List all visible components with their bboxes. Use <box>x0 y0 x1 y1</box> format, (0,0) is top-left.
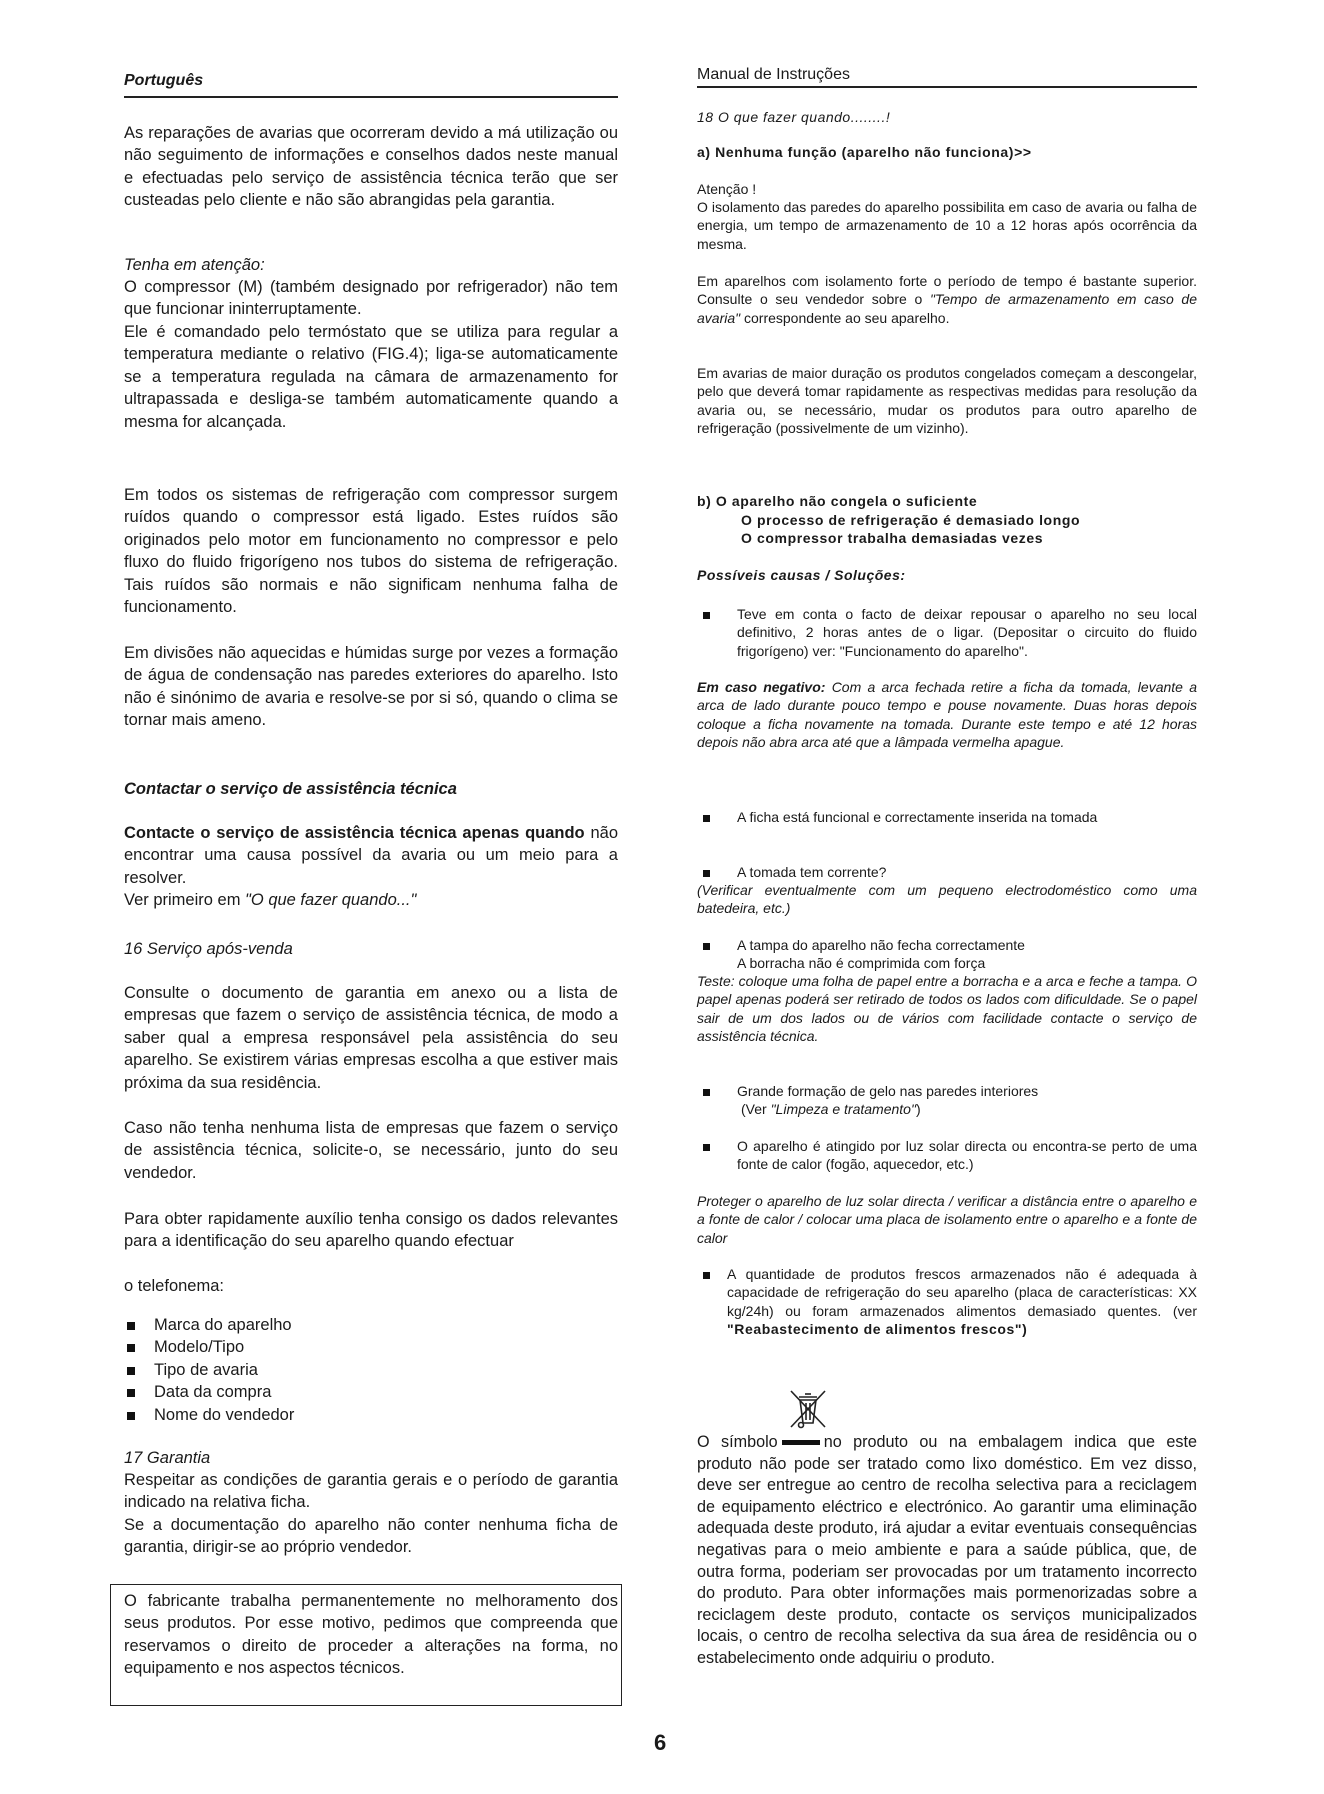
cleaning-ref-open: (Ver <box>741 1101 771 1117</box>
list-item: Modelo/Tipo <box>154 1338 245 1356</box>
cause-heat-source: O aparelho é atingido por luz solar directa ou encontra-se perto de uma fonte de calor (fogão, aquecedor, etc.) <box>737 1138 1197 1173</box>
negative-case-text: Com a arca fechada retire a ficha da tomada, levante a arca de lado durante pouco tempo e pouse novamente. Duas horas depois coloque a ficha novamente na tomada. Durante este tempo e até 12 horas depois não abra arca até que a lâmpada vermelha apague. <box>697 679 1197 750</box>
list-item: Data da compra <box>154 1383 272 1401</box>
paragraph-repairs: As reparações de avarias que ocorreram devido a má utilização ou não seguimento de informações e conselhos dados neste manual e efectuadas pelo serviço de assistência técnica terão que ser custeadas pelo cliente e não são abrangidas pela garantia. <box>124 124 618 210</box>
weee-disposal-paragraph <box>697 1432 1197 1670</box>
paragraph-insulation: O isolamento das paredes do aparelho possibilita em caso de avaria ou falha de energia, um tempo de armazenamento de 10 a 12 horas após ocorrência da mesma. <box>697 199 1197 252</box>
bullet-square-icon <box>703 1089 710 1096</box>
protect-from-heat: Proteger o aparelho de luz solar directa / verificar a distância entre o aparelho e a fonte de calor / colocar uma placa de isolamento entre o aparelho e a fonte de calor <box>697 1193 1197 1246</box>
paragraph-compressor: O compressor (M) (também designado por refrigerador) não tem que funcionar ininterruptamente. <box>124 278 618 319</box>
cleaning-reference <box>741 1100 1197 1118</box>
insulation-end: correspondente ao seu aparelho. <box>740 309 950 326</box>
bullet-square-icon <box>703 943 710 950</box>
cleaning-ref-close: ) <box>915 1101 921 1117</box>
contact-see-first: Ver primeiro em <box>124 891 246 910</box>
contact-rest: não encontrar uma causa possível da avaria ou um meio para a resolver. <box>124 824 618 887</box>
bullet-square-icon <box>703 1144 710 1151</box>
header-manual-title: Manual de Instruções <box>697 66 850 83</box>
storage-time-reference: "Tempo de armazenamento em caso de avaria" <box>697 291 1197 326</box>
attention-heading: Tenha em atenção: <box>124 256 265 274</box>
section-17-heading: 17 Garantia <box>124 1449 211 1467</box>
bullet-square-icon <box>127 1344 135 1352</box>
contact-bold: Contacte o serviço de assistência técnica apenas quando <box>124 824 585 842</box>
cause-plug: A ficha está funcional e correctamente inserida na tomada <box>737 809 1098 825</box>
bullet-square-icon <box>127 1389 135 1397</box>
list-item: Marca do aparelho <box>154 1316 292 1334</box>
bullet-square-icon <box>703 815 710 822</box>
cause-socket-check: (Verificar eventualmente com um pequeno electrodoméstico como uma batedeira, etc.) <box>697 882 1197 917</box>
header-language: Português <box>124 72 204 89</box>
paragraph-contact-service <box>124 822 618 912</box>
bullet-square-icon <box>703 1272 710 1279</box>
cleaning-ref-title: "Limpeza e tratamento" <box>770 1101 916 1117</box>
case-b-heading-3: O compressor trabalha demasiadas vezes <box>741 530 1044 546</box>
fresh-products-text: A quantidade de produtos frescos armazenados não é adequada à capacidade de refrigeração do seu aparelho (placa de características: XX kg/24h) ou foram armazenados alimentos demasiado quentes. (ver <box>727 1266 1197 1319</box>
list-item: Nome do vendedor <box>154 1406 295 1424</box>
case-a-heading: a) Nenhuma função (aparelho não funciona)>> <box>697 144 1032 160</box>
header-rule-left <box>124 96 618 98</box>
paragraph-warranty-conditions: Respeitar as condições de garantia gerais e o período de garantia indicado na relativa ficha. <box>124 1471 618 1512</box>
bullet-square-icon <box>127 1322 135 1330</box>
cause-gasket: A borracha não é comprimida com força <box>737 955 986 971</box>
bullet-square-icon <box>127 1412 135 1420</box>
paragraph-no-list: Caso não tenha nenhuma lista de empresas que fazem o serviço de assistência técnica, solicite-o, se necessário, junto do seu vendedor. <box>124 1119 618 1182</box>
cause-fresh-products <box>727 1265 1197 1338</box>
cause-socket: A tomada tem corrente? <box>737 864 887 880</box>
paragraph-identification: Para obter rapidamente auxílio tenha consigo os dados relevantes para a identificação do seu aparelho quando efectuar <box>124 1210 618 1251</box>
negative-case-instructions <box>697 678 1197 751</box>
contact-see-link: "O que fazer quando..." <box>245 891 417 910</box>
paragraph-longer-failures: Em avarias de maior duração os produtos congelados começam a descongelar, pelo que deverá tomar rapidamente as respectivas medidas para resolução da avaria ou, se necessário, mudar os produtos para outro aparelho de refrigeração (possivelmente de um vizinho). <box>697 365 1197 436</box>
case-b-heading-1: b) O aparelho não congela o suficiente <box>697 493 978 509</box>
paper-test-instructions: Teste: coloque uma folha de papel entre a borracha e a arca e feche a tampa. O papel apenas poderá ser retirado de todos os lados com dificuldade. Se o papel sair de um dos lados ou de vários com facilidade contacte o serviço de assistência técnica. <box>697 973 1197 1044</box>
paragraph-thermostat: Ele é comandado pelo termóstato que se utiliza para regular a temperatura mediante o relativo (FIG.4); liga-se automaticamente se a temperatura regulada na câmara de armazenamento for ultrapassada e desliga-se também automaticamente quando a mesma for alcançada. <box>124 323 618 431</box>
crossed-bin-icon <box>787 1387 829 1431</box>
weee-symbol-label: O símbolo <box>697 1433 778 1451</box>
paragraph-noise: Em todos os sistemas de refrigeração com compressor surgem ruídos quando o compressor está ligado. Estes ruídos são originados pelo motor em funcionamento no compressor e pelo fluxo do fluido frigorígeno nos tubos do sistema de refrigeração. Tais ruídos são normais e não significam nenhuma falha de funcionamento. <box>124 486 618 617</box>
paragraph-warranty-document: Consulte o documento de garantia em anexo ou a lista de empresas que fazem o serviço de assistência técnica, de modo a saber qual a empresa responsável pela assistência do seu aparelho. Se existirem várias empresas escolha a que estiver mais próxima da sua residência. <box>124 984 618 1092</box>
paragraph-phone-call: o telefonema: <box>124 1277 224 1295</box>
restocking-reference: "Reabastecimento de alimentos frescos") <box>727 1320 1028 1337</box>
bullet-square-icon <box>127 1367 135 1375</box>
list-item: Tipo de avaria <box>154 1361 258 1379</box>
case-b-heading-2: O processo de refrigeração é demasiado longo <box>741 512 1081 528</box>
bullet-square-icon <box>703 612 710 619</box>
contact-service-heading: Contactar o serviço de assistência técnica <box>124 780 457 798</box>
weee-disposal-text: no produto ou na embalagem indica que este produto não pode ser tratado como lixo doméstico. Em vez disso, deve ser entregue ao centro de recolha selectiva para a reciclagem de equipamento eléctrico e electrónico. Ao garantir uma eliminação adequada deste produto, irá ajudar a evitar eventuais consequências negativas para o meio ambiente e para a saúde pública, que, de outra forma, poderiam ser provocadas por um tratamento incorrecto do produto. Para obter informações mais pormenorizadas sobre a reciclagem deste produto, contacte os serviços municipalizados locais, o centro de recolha selectiva da sua área de residência ou o estabelecimento onde adquiriu o produto. <box>697 1433 1197 1667</box>
insulation-text: Em aparelhos com isolamento forte o período de tempo é bastante superior. Consulte o seu vendedor sobre o <box>697 273 1197 308</box>
cause-rest-time: Teve em conta o facto de deixar repousar o aparelho no seu local definitivo, 2 horas antes de o ligar. (Depositar o circuito do fluido frigorígeno) ver: "Funcionamento do aparelho". <box>737 606 1197 659</box>
section-18-heading: 18 O que fazer quando........! <box>697 109 891 125</box>
page-number: 6 <box>654 1730 667 1755</box>
paragraph-strong-insulation <box>697 272 1197 327</box>
manufacturer-notice-text: O fabricante trabalha permanentemente no melhoramento dos seus produtos. Por esse motivo, pedimos que compreenda que reservamos o direito de proceder a alterações na forma, no equipamento e nos aspectos técnicos. <box>124 1592 618 1678</box>
section-16-heading: 16 Serviço após-venda <box>124 940 293 958</box>
negative-case-label: Em caso negativo: <box>697 679 826 695</box>
causes-solutions-heading: Possíveis causas / Soluções: <box>697 567 906 583</box>
cause-ice-formation: Grande formação de gelo nas paredes interiores <box>737 1083 1039 1099</box>
bullet-square-icon <box>703 870 710 877</box>
cause-lid: A tampa do aparelho não fecha correctamente <box>737 937 1025 953</box>
paragraph-no-warranty-card: Se a documentação do aparelho não conter nenhuma ficha de garantia, dirigir-se ao próprio vendedor. <box>124 1516 618 1557</box>
weee-bar-icon <box>782 1440 820 1445</box>
attention-label: Atenção ! <box>697 181 757 197</box>
paragraph-condensation: Em divisões não aquecidas e húmidas surge por vezes a formação de água de condensação nas paredes exteriores do aparelho. Isto não é sinónimo de avaria e resolve-se por si só, quando o clima se tornar mais ameno. <box>124 644 618 730</box>
header-rule-right <box>697 86 1197 88</box>
